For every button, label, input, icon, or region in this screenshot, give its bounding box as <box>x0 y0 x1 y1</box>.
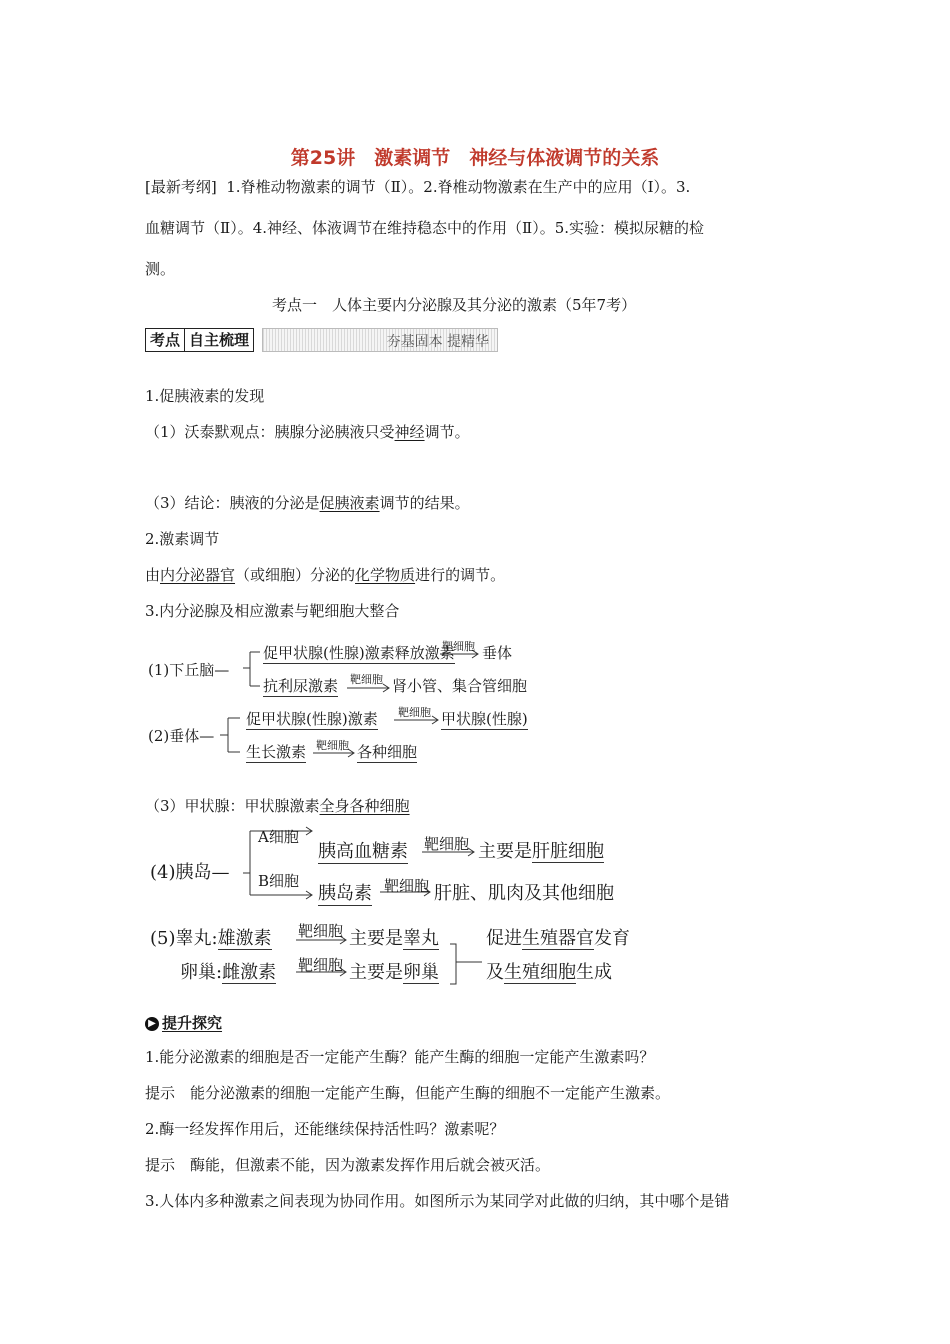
s1-item1-post: 调节。 <box>424 423 470 441</box>
ovary-label: 卵巢: <box>180 962 223 983</box>
s1-item3-post: 调节的结果。 <box>379 494 470 512</box>
s2-answer-2: 化学物质 <box>355 566 416 584</box>
ovary-target <box>349 962 439 984</box>
testis-arrow-label: 靶细胞 <box>298 922 344 940</box>
gonad-effect-1 <box>486 928 630 950</box>
islet-label: (4)胰岛— <box>150 862 230 883</box>
hyp-target-1: 垂体 <box>482 644 513 662</box>
islet-b-cell: B细胞 <box>258 872 300 890</box>
islet-target-b: 肝脏、肌肉及其他细胞 <box>434 883 614 904</box>
gonad-effect-1-post: 发育 <box>594 928 630 949</box>
outline-text-1: 1.脊椎动物激素的调节（Ⅱ）。2.脊椎动物激素在生产中的应用（Ⅰ）。3. <box>226 178 691 196</box>
hyp-label: (1)下丘脑— <box>148 661 230 679</box>
islet-target-a <box>478 841 604 863</box>
banner-tag-2: 自主梳理 <box>185 328 254 352</box>
ovary-arrow-label: 靶细胞 <box>298 956 344 974</box>
testis-hormone: 雄激素 <box>217 928 272 949</box>
explore-q1: 1.能分泌激素的细胞是否一定能产生酶？能产生酶的细胞一定能产生激素吗？ <box>145 1048 655 1066</box>
gonad-effect-2-pre: 及 <box>486 962 504 983</box>
explore-a2: 提示 酶能，但激素不能，因为激素发挥作用后就会被灭活。 <box>145 1156 551 1174</box>
s2-post: 进行的调节。 <box>415 566 506 584</box>
islet-target-a-answer: 肝脏细胞 <box>532 841 604 862</box>
point-heading: 考点一 人体主要内分泌腺及其分泌的激素（5年7考） <box>272 296 637 314</box>
islet-hormone-b: 胰岛素 <box>318 883 372 904</box>
hyp-hormone-2: 抗利尿激素 <box>263 677 339 695</box>
s1-item1-answer: 神经 <box>394 423 425 441</box>
ovary-line <box>180 962 276 984</box>
outline-label: [最新考纲] <box>145 178 217 196</box>
hyp-arrow-label-1: 靶细胞 <box>442 640 475 653</box>
banner-motto: 夯基固本 提精华 <box>386 334 490 350</box>
explore-heading <box>145 1013 222 1033</box>
pit-target-2: 各种细胞 <box>357 743 418 761</box>
banner-tag-1: 考点 <box>145 328 185 352</box>
hyp-arrow-label-2: 靶细胞 <box>350 673 383 686</box>
gonad-effect-2-answer: 生殖细胞 <box>504 962 576 983</box>
s2-answer-1: 内分泌器官 <box>160 566 236 584</box>
islet-arrow-label-a: 靶细胞 <box>424 835 470 853</box>
islet-a-cell: A细胞 <box>258 828 299 846</box>
islet-target-a-pre: 主要是 <box>478 841 532 862</box>
pit-hormone-1: 促甲状腺(性腺)激素 <box>246 710 378 728</box>
pit-label: (2)垂体— <box>148 727 215 745</box>
testis-label: (5)睾丸: <box>150 928 218 949</box>
gonad-effect-1-answer: 生殖器官 <box>522 928 594 949</box>
ovary-target-pre: 主要是 <box>349 962 403 983</box>
pit-arrow-label-2: 靶细胞 <box>316 739 349 752</box>
explore-a1: 提示 能分泌激素的细胞一定能产生酶，但能产生酶的细胞不一定能产生激素。 <box>145 1084 671 1102</box>
outline-line-2: 血糖调节（Ⅱ）。4.神经、体液调节在维持稳态中的作用（Ⅱ）。5.实验：模拟尿糖的检 <box>145 219 705 237</box>
testis-target <box>349 928 439 950</box>
gonad-effect-2 <box>486 962 612 984</box>
hyp-target-2: 肾小管、集合管细胞 <box>392 677 528 695</box>
s3-heading: 3.内分泌腺及相应激素与靶细胞大整合 <box>145 602 400 620</box>
s1-item3-answer: 促胰液素 <box>319 494 380 512</box>
pit-target-1: 甲状腺(性腺) <box>441 710 528 728</box>
s2-pre: 由 <box>145 566 161 584</box>
s1-item3-pre: （3）结论：胰液的分泌是 <box>145 494 320 512</box>
thyroid-line <box>145 796 410 816</box>
s2-heading: 2.激素调节 <box>145 530 220 548</box>
islet-arrow-label-b: 靶细胞 <box>384 877 430 895</box>
pit-hormone-2: 生长激素 <box>246 743 307 761</box>
page-title: 第25讲 激素调节 神经与体液调节的关系 <box>290 147 660 169</box>
outline-line-3: 测。 <box>145 260 176 278</box>
play-icon: ▶ <box>145 1017 159 1031</box>
gonad-effect-2-post: 生成 <box>576 962 612 983</box>
s2-mid: （或细胞）分泌的 <box>235 566 356 584</box>
pit-arrow-label-1: 靶细胞 <box>398 706 431 719</box>
gonad-effect-1-pre: 促进 <box>486 928 522 949</box>
testis-target-answer: 睾丸 <box>403 928 439 949</box>
hyp-hormone-1: 促甲状腺(性腺)激素释放激素 <box>263 644 455 662</box>
testis-target-pre: 主要是 <box>349 928 403 949</box>
explore-q2: 2.酶一经发挥作用后，还能继续保持活性吗？激素呢？ <box>145 1120 505 1138</box>
ovary-target-answer: 卵巢 <box>403 962 439 983</box>
testis-line <box>150 928 272 950</box>
thyroid-target: 全身各种细胞 <box>319 797 410 815</box>
thyroid-pre: （3）甲状腺：甲状腺激素 <box>145 797 320 815</box>
ovary-hormone: 雌激素 <box>222 962 277 983</box>
explore-q3: 3.人体内多种激素之间表现为协同作用。如图所示为某同学对此做的归纳，其中哪个是错 <box>145 1192 730 1210</box>
s1-heading: 1.促胰液素的发现 <box>145 387 265 405</box>
s1-item1-pre: （1）沃泰默观点：胰腺分泌胰液只受 <box>145 423 395 441</box>
islet-hormone-a: 胰高血糖素 <box>318 841 408 862</box>
explore-heading-text: 提升探究 <box>162 1014 223 1032</box>
